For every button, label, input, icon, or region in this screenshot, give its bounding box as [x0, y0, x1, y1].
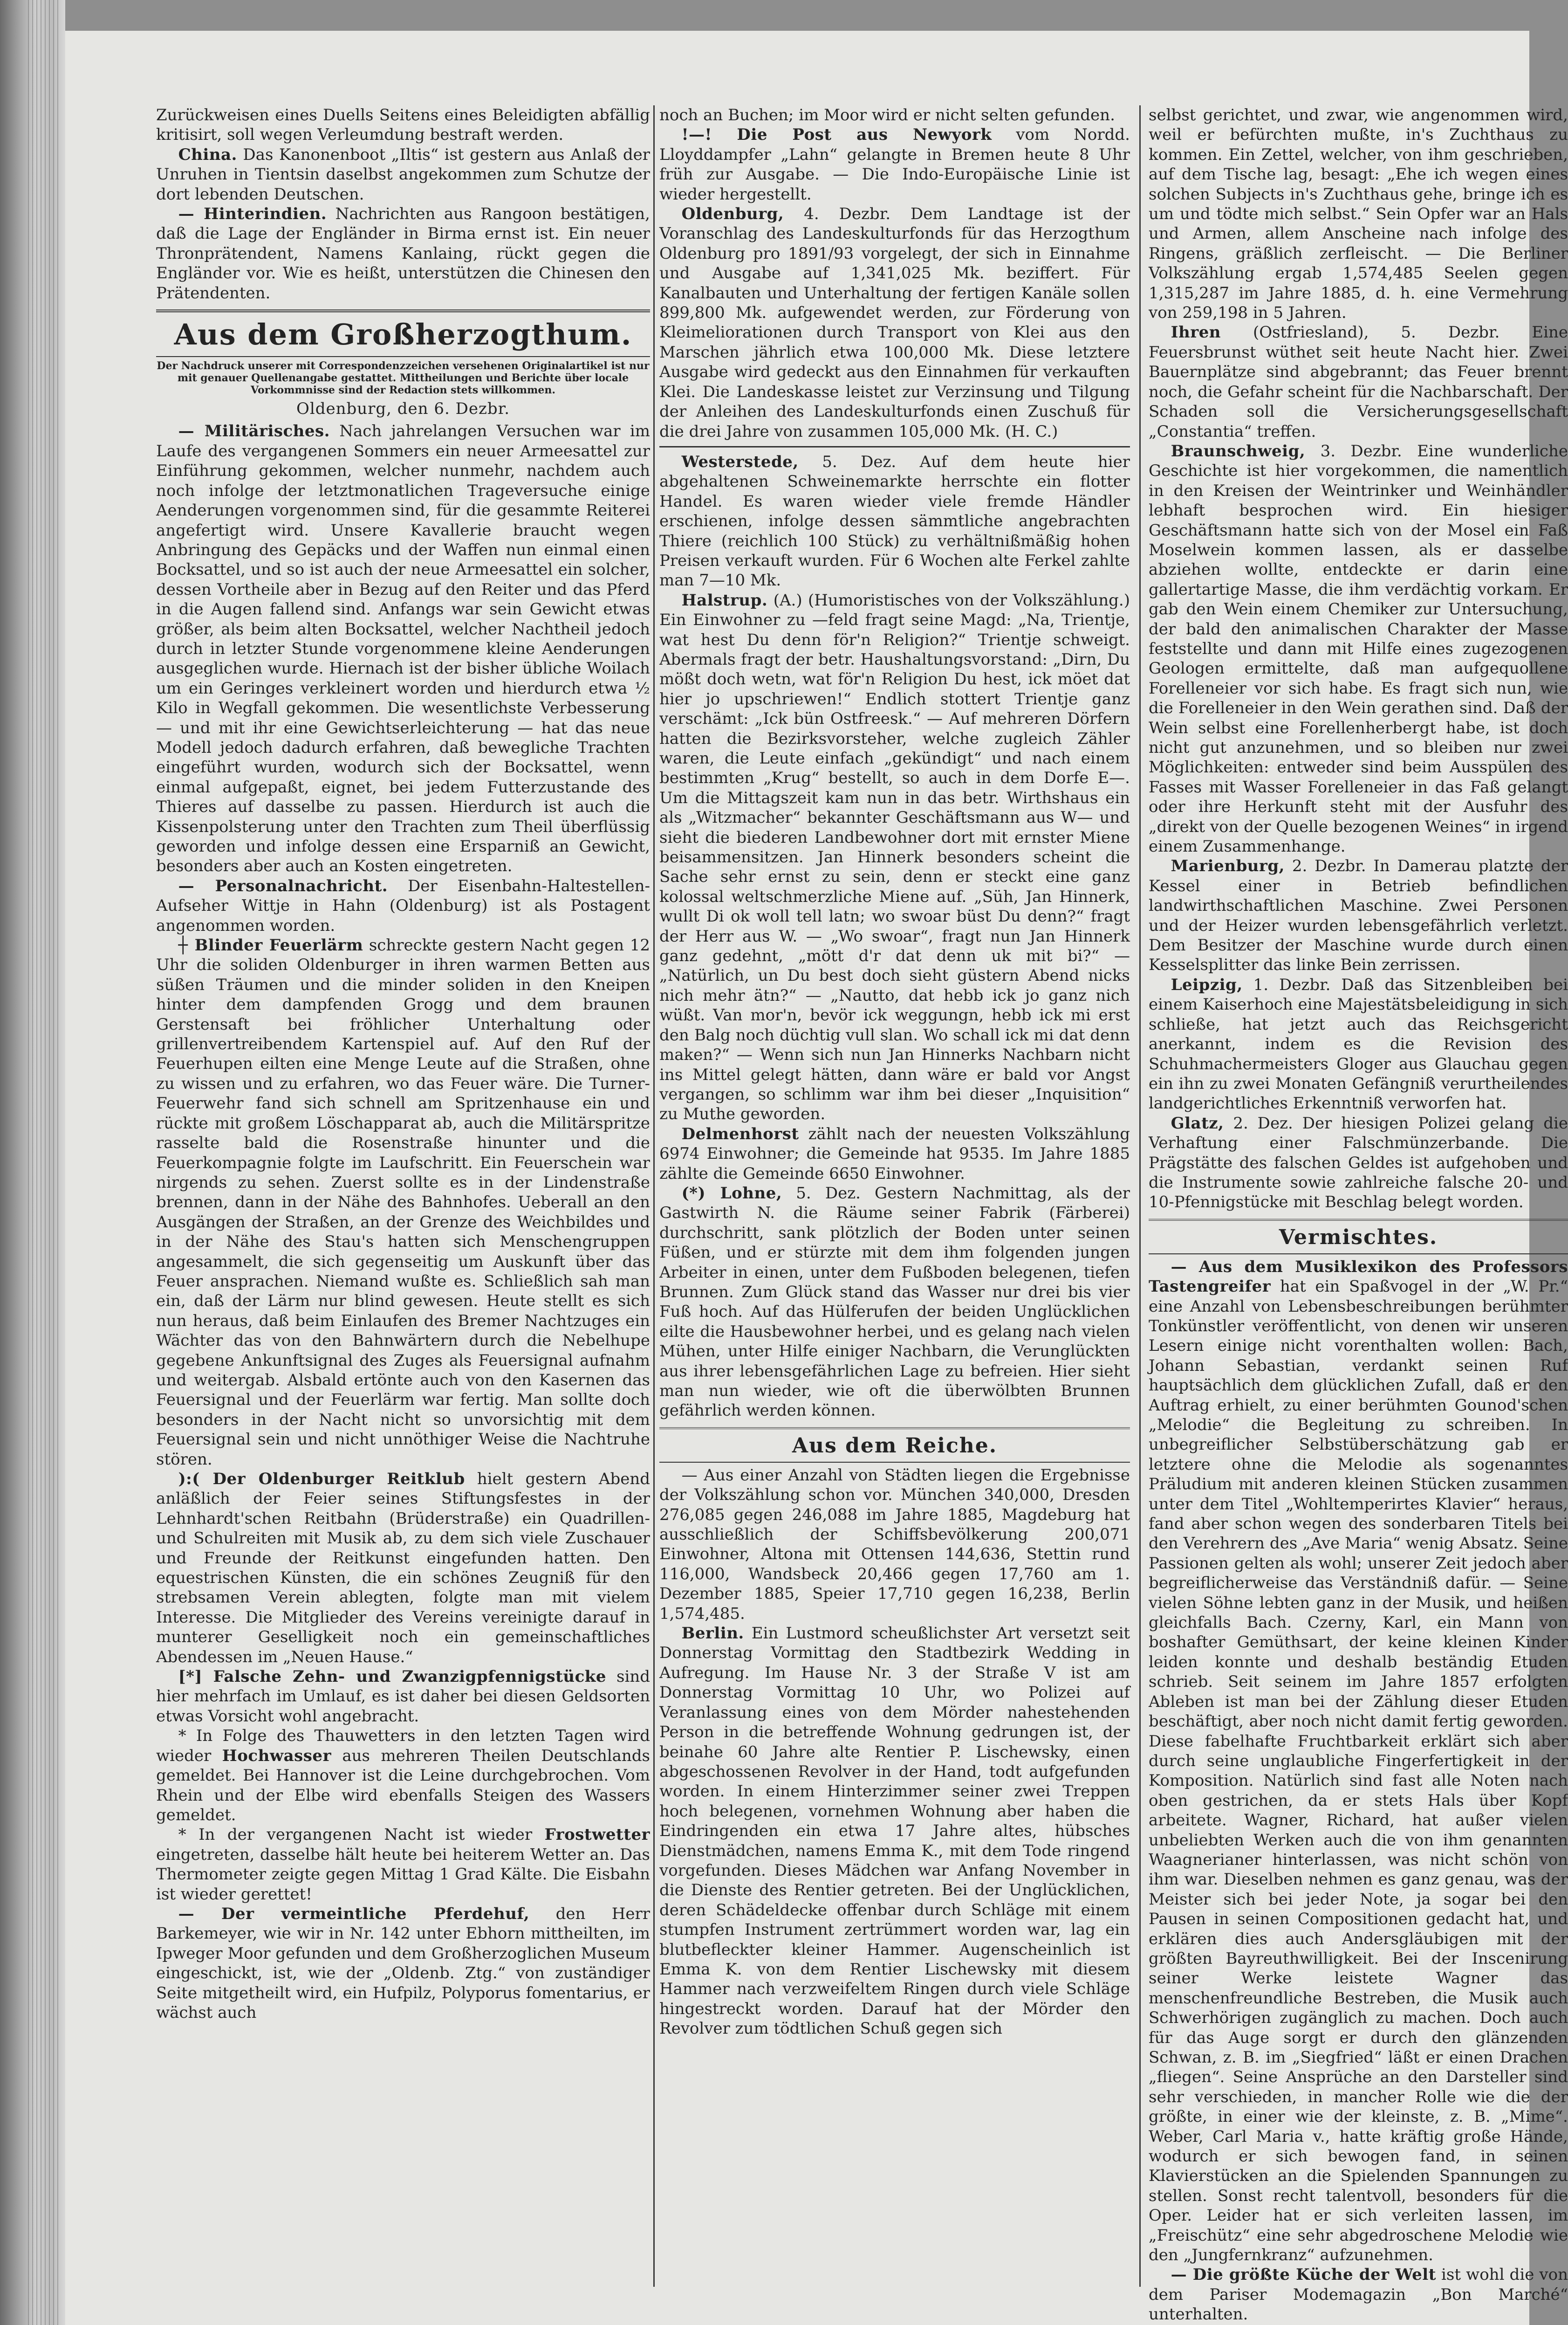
article-body: ist wohl die von dem Pariser Modemagazin „Bon Marché“ unterhalten.	[1149, 2265, 1568, 2324]
headline: Leipzig,	[1171, 975, 1243, 994]
article-falsche-muenzen	[156, 1667, 650, 1726]
dateline: Oldenburg, den 6. Dezbr.	[296, 399, 510, 419]
article-body: eingetreten, dasselbe hält heute bei heiterem Wetter an. Das Thermometer zeigte gegen Mittag 1 Grad Kälte. Die Eisbahn ist wieder gerettet!	[156, 1845, 650, 1904]
headline: — Die größte Küche der Welt	[1171, 2265, 1436, 2284]
article-body: schreckte gestern Nacht gegen 12 Uhr die soliden Oldenburger in ihren warmen Betten aus süßen Träumen und die minder soliden in den Kneipen hinter dem dampfenden Grogg und dem braunen Gerstensaft bei fröhlicher Unterhaltung oder grillenvertreibendem Kartenspiel auf. Auf den Ruf der Feuerhupen eilten eine Menge Leute auf die Straßen, ohne zu wissen und zu erfahren, wo das Feuer wäre. Die Turner-Feuerwehr fand sich schnell am Spritzenhause ein und rückte mit großem Löschapparat ab, auch die Militärspritze rasselte bald die Rosenstraße hinunter und die Feuerkompagnie folgte im Laufschritt. Ein Feuerschein war nirgends zu sehen. Zuerst sollte es in der Lindenstraße brennen, dann in der Nähe des Bahnhofes. Ueberall an den Ausgängen der Straßen, an der Grenze des Weichbildes und in der Nähe des Stau's hatten sich Menschengruppen angesammelt, die sich gegenseitig um Auskunft über das Feuer ansprachen. Niemand wußte es. Schließlich sah man ein, daß der Lärm nur blind gewesen. Heute stellt es sich nun heraus, daß beim Einlaufen des Bremer Nachtzuges ein Wächter das von den Bahnwärtern durch die Nebelhupe gegebene Ankunftsignal des Zuges als Feuersignal aufnahm und weitergab. Alsbald ertönte auch von den Kasernen das Feuersignal und der Feuerlärm war fertig. Man sollte doch besonders in der Nacht nicht so unvorsichtig mit dem Feuersignal sein und nicht unnöthiger Weise die Nachtruhe stören.	[156, 936, 650, 1469]
article-body: (A.) (Humoristisches von der Volkszählung.) Ein Einwohner zu —feld fragt seine Magd: „Na, Trientje, wat hest Du denn för'n Religion?“ Trientje schweigt. Abermals fragt der betr. Haushaltungsvorstand: „Dirn, Du mößt doch wetn, wat för'n Religion Du hest, ick möet dat hier jo upschriewen!“ Endlich stottert Trientje ganz verschämt: „Ick bün Ostfreesk.“ — Auf mehreren Dörfern hatten die Bezirksvorsteher, welche zugleich Zähler waren, die Leute einfach „gekündigt“ und nach einem bestimmten „Krug“ bestellt, so auch in dem Dorfe E—. Um die Mittagszeit kam nun in das betr. Wirthshaus ein als „Witzmacher“ bekannter Geschäftsmann aus W— und sieht die biederen Landbewohner dort mit ernster Miene beisammensitzen. Jan Hinnerk besonders scheint die Sache sehr ernst zu sein, denn er steckt eine ganz kolossal weltschmerzliche Miene auf. „Süh, Jan Hinnerk, wullt Di ok woll tell latn; wo swoar büst Du denn?“ fragt der Herr aus W. — „Wo swoar“, fragt nun Jan Hinnerk ganz gedehnt, „mött d'r dat denn uk mit bi?“ — „Natürlich, un Du best doch sieht güstern Abend nicks nich mehr ätn?“ — „Nautto, dat hebb ick jo ganz nich wüßt. Van mor'n, bevör ick weggungn, hebb ick mi erst den Balg noch düchtig vull slan. Wo schall ick mi dat denn maken?“ — Wenn sich nun Jan Hinnerks Nachbarn nicht ins Mittel gelegt hätten, dann wäre er bald vor Angst vergangen, so schlimm war ihm bei dieser „Inquisition“ zu Muthe geworden.	[659, 591, 1130, 1124]
article-reitklub	[156, 1469, 650, 1667]
article-glatz: Glatz, 2. Dez. Der hiesigen Polizei gelang die Verhaftung einer Falschmünzerbande. Die Prägstätte des falschen Geldes ist aufgehoben und die Instrumente sowie zahlreiche falsche 20- und 10-Pfennigstücke mit Beschlag belegt worden.	[1149, 1114, 1568, 1212]
headline: Hochwasser	[222, 1746, 331, 1765]
headline: — Der vermeintliche Pferdehuf,	[178, 1904, 530, 1923]
article-feuerlaerm	[156, 936, 650, 1469]
column-3	[1149, 105, 1568, 2324]
article-oldenburg: Oldenburg, 4. Dezbr. Dem Landtage ist der Voranschlag des Landeskulturfonds für das Herzogthum Oldenburg pro 1891/93 vorgelegt, der sich in Einnahme und Ausgabe auf 1,341,025 Mk. beziffert. Für Kanalbauten und Unterhaltung der fertigen Kanäle sollen 899,800 Mk. aufgewendet werden, zur Förderung von Kleimeliorationen durch Transport von Klei aus den Marschen jährlich etwa 100,000 Mk. Diese letztere Ausgabe wird gedeckt aus den Einnahmen für verkauften Klei. Die Landeskasse leistet zur Verzinsung und Tilgung der Anleihen des Landeskulturfonds einen Zuschuß für die drei Jahre von zusammen 105,000 Mk. (H. C.)	[659, 205, 1130, 441]
article-body: sind hier mehrfach im Umlauf, es ist daher bei diesen Geldsorten etwas Vorsicht wohl angebracht.	[156, 1667, 650, 1726]
column-rule-2	[1139, 105, 1141, 2287]
article-body: Der hiesigen Polizei gelang die Verhaftung einer Falschmünzerbande. Die Prägstätte des falschen Geldes ist aufgehoben und die Instrumente sowie zahlreiche falsche 20- und 10-Pfennigstücke mit Beschlag belegt worden.	[1149, 1114, 1568, 1212]
article-china	[156, 145, 650, 204]
article-body: (Ostfriesland), 5. Dezbr. Eine Feuersbrunst wüthet seit heute Nacht hier. Zwei Bauernplätze sind abgebrannt; das Feuer brennt noch, die Gefahr scheint für die Nachbarschaft. Der Schaden soll die Versicherungsgesellschaft „Constantia“ treffen.	[1149, 323, 1568, 441]
article-body: vom Nordd. Lloyddampfer „Lahn“ gelangte in Bremen heute 8 Uhr früh zur Ausgabe. — Die Indo-Europäische Linie ist wieder hergestellt.	[659, 125, 1130, 204]
headline: China.	[178, 145, 237, 164]
article-marienburg: Marienburg, 2. Dezbr. In Damerau platzte der Kessel einer in Betrieb befindlichen landwirthschaftlichen Maschine. Zwei Personen und der Heizer wurden lebensgefährlich verletzt. Dem Besitzer der Maschine wurde durch einen Kesselsplitter das linke Bein zerrissen.	[1149, 857, 1568, 975]
article-body: Daß das Sitzenbleiben bei einem Kaiserhoch eine Majestätsbeleidigung in sich schließe, hat jetzt auch das Reichsgericht anerkannt, indem es die Revision des Schuhmachermeisters Gloger aus Glauchau gegen ein ihn zu zwei Monaten Gefängniß verurtheilendes landgerichtliches Erkenntniß verworfen hat.	[1149, 975, 1568, 1113]
headline: ┼ Blinder Feuerlärm	[178, 936, 363, 955]
headline: Delmenhorst	[681, 1124, 799, 1143]
column-2	[659, 105, 1130, 2287]
headline: [*] Falsche Zehn- und Zwanzigpfennigstücke	[178, 1667, 606, 1686]
headline: Berlin.	[681, 1624, 744, 1643]
article-delmenhorst	[659, 1124, 1130, 1183]
headline: — Aus dem Musiklexikon des Professors Tastengreifer	[1149, 1257, 1568, 1296]
headline: Ihren	[1171, 323, 1221, 342]
headline: Halstrup.	[681, 591, 768, 610]
headline: — Personalnachricht.	[178, 876, 388, 895]
article-ihren	[1149, 323, 1568, 441]
article-body: Gestern Nachmittag, als der Gastwirth N. die Räume seiner Fabrik (Färberei) durchschritt, sank plötzlich der Boden unter seinen Füßen, und er stürzte mit dem ihm folgenden jungen Arbeiter in einen, unter dem Fußboden belegenen, tiefen Brunnen. Zum Glück stand das Wasser nur drei bis vier Fuß hoch. Auf das Hülferufen der beiden Unglücklichen eilte die Hausbewohner herbei, und es gelang nach vielen Mühen, unter Hilfe einiger Nachbarn, die Verunglückten aus ihrer lebensgefährlichen Lage zu befreien. Hier sieht man nun wieder, wie oft die überwölbten Brunnen gefährlich werden können.	[659, 1183, 1130, 1420]
continued-text: selbst gerichtet, und zwar, wie angenommen wird, weil er befürchten mußte, in's Zuchthaus zu kommen. Ein Zettel, welcher, von ihm geschrieben, auf dem Tische lag, besagt: „Ehe ich wegen eines solchen Subjects in's Zuchthaus gehe, bringe ich es um und tödte mich selbst.“ Sein Opfer war an Hals und Armen, allem Anscheine nach infolge des Ringens, gräßlich zerfleischt. — Die Berliner Volkszählung ergab 1,574,485 Seelen gegen 1,315,287 im Jahre 1885, d. h. eine Vermehrung von 259,198 in 5 Jahren.	[1149, 106, 1568, 323]
article-body: zählt nach der neuesten Volkszählung 6974 Einwohner; die Gemeinde hat 9535. Im Jahre 1885 zählte die Gemeinde 6650 Einwohner.	[659, 1124, 1130, 1183]
binding-edge	[28, 0, 61, 2325]
article-body: Eine wunderliche Geschichte ist hier vorgekommen, die namentlich in den Kreisen der Weintrinker und Weinhändler lebhaft besprochen wird. Ein hiesiger Geschäftsmann hatte sich von der Mosel ein Faß Moselwein kommen lassen, als er dasselbe abziehen wollte, entdeckte er darin eine gallertartige Masse, die ihm verdächtig vorkam. Er gab den Wein einem Chemiker zur Untersuchung, der bald den animalischen Charakter der Masse feststellte und dann mit Hilfe eines zugezogenen Geologen ermittelte, daß man aufgequollene Forelleneier vor sich habe. Es fragt sich nun, wie die Forelleneier in den Wein gerathen sind. Daß der Wein selbst eine Forellenherbergt habe, ist doch nicht gut anzunehmen, und so bleiben nur zwei Möglichkeiten: entweder sind beim Ausspülen des Fasses mit Wasser Forelleneier in das Faß gelangt oder ihre Herkunft steht mit der Ausfuhr des „direkt von der Quelle bezogenen Weines“ in irgend einem Zusammenhange.	[1149, 441, 1568, 856]
headline: !—! Die Post aus Newyork	[681, 125, 992, 144]
book-binding	[0, 0, 65, 2325]
article-body: Nach jahrelangen Versuchen war im Laufe des vergangenen Sommers ein neuer Armeesattel zur Einführung gekommen, welcher nunmehr, nachdem auch noch infolge der letztmonatlichen Trageversuche einige Aenderungen vorgenommen sind, für die gesammte Reiterei angefertigt wird. Unsere Kavallerie braucht wegen Anbringung des Gepäcks und der Waffen nun einmal einen Bocksattel, und so ist auch der neue Armeesattel ein solcher, dessen Vortheile aber in Bezug auf den Reiter und das Pferd in die Augen fallend sind. Anfangs war sein Gewicht etwas größer, als beim alten Bocksattel, welcher Nachtheil jedoch durch in letzter Stunde vorgenommene kleine Aenderungen ausgeglichen wurde. Hiernach ist der bisher übliche Woilach um ein Geringes verkleinert worden und hierdurch etwa ½ Kilo in Wegfall gekommen. Die wesentlichste Verbesserung — und mit ihr eine Gewichtserleichterung — hat das neue Modell jedoch dadurch erfahren, daß bewegliche Trachten eingeführt wurden, wodurch sich der Bocksattel, wenn einmal aufgepaßt, eignet, bei jedem Futterzustande des Thieres auf dasselbe zu passen. Hierdurch ist auch die Kissenpolsterung unter den Trachten zum Theil überflüssig geworden und infolge dessen eine Ersparniß an Gewicht, besonders aber auch an Kosten eingetreten.	[156, 422, 650, 876]
headline: (*) Lohne,	[681, 1183, 782, 1203]
article-body: Auf dem heute hier abgehaltenen Schweinemarkte herrschte ein flotter Handel. Es waren wieder viele fremde Händler erschienen, infolge dessen sämmtliche angebrachten Thiere (reichlich 100 Stück) zu verhältnißmäßig hohen Preisen verkauft wurden. Für 6 Wochen alte Ferkel zahlte man 7—10 Mk.	[659, 452, 1130, 590]
headline: Frostwetter	[544, 1825, 650, 1844]
headline: ):( Der Oldenburger Reitklub	[178, 1470, 465, 1488]
column-rule-1	[653, 105, 655, 2287]
article-body: aus mehreren Theilen Deutschlands gemeldet. Bei Hannover ist die Leine durchgebrochen. Vom Rhein und der Elbe wird ebenfalls Steigen des Wassers gemeldet.	[156, 1746, 650, 1824]
article-militaerisches	[156, 421, 650, 876]
article-body: den Herr Barkemeyer, wie wir in Nr. 142 unter Ebhorn mittheilten, im Ipweger Moor gefunden und dem Großherzoglichen Museum eingeschickt, ist, wie der „Oldenb. Ztg.“ von zuständiger Seite mitgetheilt wird, ein Hufpilz, Polyporus fomentarius, er wächst auch	[156, 1904, 650, 2022]
article-body: Ein Lustmord scheußlichster Art versetzt seit Donnerstag Vormittag den Stadtbezirk Wedding in Aufregung. Im Hause Nr. 3 der Straße V ist am Donnerstag Vormittag 10 Uhr, wo Polizei auf Veranlassung eines von dem Mörder nahestehenden Person in die betreffende Wohnung gedrungen ist, der beinahe 60 Jahre alte Rentier P. Lischewsky, einen abgeschossenen Revolver in der Hand, todt aufgefunden worden. In einem Hinterzimmer seiner zwei Treppen hoch belegenen, vornehmen Wohnung aber haben die Eindringenden ein etwa 17 Jahre altes, hübsches Dienstmädchen, namens Emma K., mit dem Tode ringend vorgefunden. Dieses Mädchen war Anfang November in die Dienste des Rentier getreten. Bei der Unglücklichen, deren Schädeldecke offenbar durch Schläge mit einem stumpfen Instrument zertrümmert worden war, lag ein blutbefleckter kleiner Hammer. Augenscheinlich ist Emma K. von dem Rentier Lischewsky mit diesem Hammer nach verzweifeltem Ringen durch viele Schläge hingestreckt worden. Darauf hat der Mörder den Revolver zum tödtlichen Schuß gegen sich	[659, 1624, 1130, 2038]
article-westerstede: Westerstede, 5. Dez. Auf dem heute hier abgehaltenen Schweinemarkte herrschte ein flotter Handel. Es waren wieder viele fremde Händler erschienen, infolge dessen sämmtliche angebrachten Thiere (reichlich 100 Stück) zu verhältnißmäßig hohen Preisen verkauft wurden. Für 6 Wochen alte Ferkel zahlte man 7—10 Mk.	[659, 452, 1130, 590]
reprint-notice: Der Nachdruck unserer mit Correspondenzzeichen versehenen Originalartikel ist nur mit genauer Quellenangabe gestattet. Mittheilungen und Berichte über locale Vorkommnisse sind der Redaction stets willkommen.	[157, 360, 650, 397]
article-berlin	[659, 1623, 1130, 2039]
article-braunschweig: Braunschweig, 3. Dezbr. Eine wunderliche Geschichte ist hier vorgekommen, die namentlich in den Kreisen der Weintrinker und Weinhändler lebhaft besprochen wird. Ein hiesiger Geschäftsmann hatte sich von der Mosel ein Faß Moselwein kommen lassen, als er dasselbe abziehen wollte, entdeckte er darin eine gallertartige Masse, die ihm verdächtig vorkam. Er gab den Wein einem Chemiker zur Untersuchung, der bald den animalischen Charakter der Masse feststellte und dann mit Hilfe eines zugezogenen Geologen ermittelte, daß man aufgequollene Forelleneier vor sich habe. Es fragt sich nun, wie die Forelleneier in den Wein gerathen sind. Daß der Wein selbst eine Forellenherbergt habe, ist doch nicht gut anzunehmen, und so bleiben nur zwei Möglichkeiten: entweder sind beim Ausspülen des Fasses mit Wasser Forelleneier in das Faß gelangt oder ihre Herkunft steht mit der Ausfuhr des „direkt von der Quelle bezogenen Weines“ in irgend einem Zusammenhange.	[1149, 441, 1568, 856]
headline: — Hinterindien.	[178, 205, 327, 224]
headline: Westerstede,	[681, 452, 799, 471]
headline: — Militärisches.	[178, 422, 330, 441]
article-lohne: (*) Lohne, 5. Dez. Gestern Nachmittag, als der Gastwirth N. die Räume seiner Fabrik (Färberei) durchschritt, sank plötzlich der Boden unter seinen Füßen, und er stürzte mit dem ihm folgenden jungen Arbeiter in einen, unter dem Fußboden belegenen, tiefen Brunnen. Zum Glück stand das Wasser nur drei bis vier Fuß hoch. Auf das Hülferufen der beiden Unglücklichen eilte die Hausbewohner herbei, und es gelang nach vielen Mühen, unter Hilfe einiger Nachbarn, die Verunglückten aus ihrer lebensgefährlichen Lage zu befreien. Hier sieht man nun wieder, wie oft die überwölbten Brunnen gefährlich werden können.	[659, 1183, 1130, 1420]
section-title-reiche: Aus dem Reiche.	[659, 1427, 1130, 1463]
headline: Oldenburg,	[681, 205, 784, 224]
article-body: hat ein Spaßvogel in der „W. Pr.“ eine Anzahl von Lebensbeschreibungen berühmter Tonkünstler veröffentlicht, von denen wir unseren Lesern einige nicht vorenthalten wollen: Bach, Johann Sebastian, verdankt seinen Ruf hauptsächlich dem glücklichen Zufall, daß er den Auftrag erhielt, zu einer berühmten Gounod'schen „Melodie“ die Begleitung zu schreiben. In unbegreiflicher Selbstüberschätzung gab er letztere ohne die Melodie als sogenanntes Präludium mit anderen kleinen Stücken zusammen unter dem Titel „Wohltemperirtes Klavier“ heraus, fand aber schon wegen des sonderbaren Titels bei den Verehrern des „Ave Maria“ wenig Absatz. Seine Passionen gelten als wohl; unserer Zeit jedoch aber begreiflicherweise das Verständniß dafür. — Seine vielen Söhne lebten ganz in der Musik, und heißen gleichfalls Bach. Czerny, Karl, ein Mann von boshafter Gemüthsart, der keine kleinen Kinder leiden konnte und deshalb beständig Etuden schrieb. Seit seinem im Jahre 1857 erfolgten Ableben ist man bei der Zählung dieser Etuden beschäftigt, aber noch nicht damit fertig geworden. Diese fabelhafte Fruchtbarkeit erklärt sich aber durch seine unglaubliche Fingerfertigkeit in der Komposition. Natürlich sind fast alle Noten nach oben gestrichen, da er stets Hals über Kopf arbeitete. Wagner, Richard, hat außer vielen unbeliebten Werken auch die von ihm genannten Waagnerianer hinterlassen, was nicht schön von ihm war. Dieselben nehmen es ganz genau, was der Meister sich bei jeder Note, ja sogar bei den Pausen in seinen Compositionen gedacht hat, und erklären dies auch Andersgläubigen mit der größten Bayreuthwilligkeit. Bei der Inscenirung seiner Werke leistete Wagner das menschenfreundliche Bestreben, die Musik auch Schwerhörigen zugänglich zu machen. Doch auch für das Auge sorgt er durch den glänzenden Schwan, z. B. im „Siegfried“ läßt er einen Drachen „fliegen“. Seine Ansprüche an den Darsteller sind sehr verschieden, in mancher Rolle wie die der größte, in einer wie der kleinste, z. B. „Mime“. Weber, Carl Maria v., hatte kräftig große Hände, wodurch er sich bewogen fand, in seinen Klavierstücken an die Spielenden Spannungen zu stellen. Sonst recht talentvoll, besonders für die Oper. Leider hat er sich verleiten lassen, im „Freischütz“ eine sehr abgedroschene Melodie wie den „Jungfernkranz“ aufzunehmen.	[1149, 1277, 1568, 2265]
article-body: hielt gestern Abend anläßlich der Feier seines Stiftungsfestes in der Lehnhardt'schen Reitbahn (Brüderstraße) ein Quadrillen- und Schulreiten mit Musik ab, zu dem sich viele Zuschauer und Freunde der Reitkunst eingefunden hatten. Den equestrischen Künsten, die ein schönes Zeugniß für den strebsamen Verein ablegten, folgte man mit vielem Interesse. Die Mitglieder des Vereins vereinigte darauf in munterer Geselligkeit noch ein gemeinschaftliches Abendessen im „Neuen Hause.“	[156, 1470, 650, 1666]
section-title-grossherzogthum: Aus dem Großherzogthum.	[156, 310, 650, 357]
continued-text: Zurückweisen eines Duells Seitens eines Beleidigten abfällig kritisirt, soll wegen Verleumdung bestraft werden.	[156, 106, 650, 144]
article-body: Dem Landtage ist der Voranschlag des Landeskulturfonds für das Herzogthum Oldenburg pro 1891/93 vorgelegt, der sich in Einnahme und Ausgabe auf 1,341,025 Mk. beziffert. Für Kanalbauten und Unterhaltung der fertigen Kanäle sollen 899,800 Mk. aufgewendet werden, zur Förderung von Kleimeliorationen durch Transport von Klei aus den Marschen jährlich etwa 100,000 Mk. Diese letztere Ausgabe wird gedeckt aus den Einnahmen für verkauften Klei. Die Landeskasse leistet zur Verzinsung und Tilgung der Anleihen des Landeskulturfonds einen Zuschuß für die drei Jahre von zusammen 105,000 Mk. (H. C.)	[659, 205, 1130, 441]
newspaper-page	[65, 31, 1568, 2325]
article-pferdehuf	[156, 1904, 650, 2022]
article-hochwasser: * In Folge des Thauwetters in den letzten Tagen wird wieder Hochwasser aus mehreren Theilen Deutschlands gemeldet. Bei Hannover ist die Leine durchgebrochen. Vom Rhein und der Elbe wird ebenfalls Steigen des Wassers gemeldet.	[156, 1727, 650, 1824]
headline: Braunschweig,	[1171, 441, 1306, 461]
headline: Glatz,	[1171, 1114, 1224, 1133]
continued-text: noch an Buchen; im Moor wird er nicht selten gefunden.	[659, 106, 1115, 124]
article-body: Nachrichten aus Rangoon bestätigen, daß die Lage der Engländer in Birma ernst ist. Ein neuer Thronprätendent, Namens Kanlaing, rückt gegen die Engländer vor. Wie es heißt, unterstützen die Chinesen den Prätendenten.	[156, 205, 650, 303]
divider	[659, 446, 1130, 447]
article-halstrup	[659, 591, 1130, 1124]
article-kueche	[1149, 2265, 1568, 2324]
article-hinterindien	[156, 204, 650, 303]
article-volkszaehlung: — Aus einer Anzahl von Städten liegen die Ergebnisse der Volkszählung schon vor. München 340,000, Dresden 276,085 gegen 246,088 im Jahre 1885, Magdeburg hat ausschließlich der Schiffsbevölkerung 200,071 Einwohner, Altona mit Ottensen 144,636, Stettin rund 116,000, Wandsbeck 20,466 gegen 17,760 am 1. Dezember 1885, Speier 17,710 gegen 16,238, Berlin 1,574,485.	[659, 1465, 1130, 1623]
headline: Marienburg,	[1171, 857, 1285, 876]
article-body: In Damerau platzte der Kessel einer in Betrieb befindlichen landwirthschaftlichen Maschine. Zwei Personen und der Heizer wurden lebensgefährlich verletzt. Dem Besitzer der Maschine wurde durch einen Kesselsplitter das linke Bein zerrissen.	[1149, 857, 1568, 975]
article-body: Das Kanonenboot „Iltis“ ist gestern aus Anlaß der Unruhen in Tientsin daselbst angekommen zum Schutze der dort lebenden Deutschen.	[156, 145, 650, 204]
article-leipzig: Leipzig, 1. Dezbr. Daß das Sitzenbleiben bei einem Kaiserhoch eine Majestätsbeleidigung in sich schließe, hat jetzt auch das Reichsgericht anerkannt, indem es die Revision des Schuhmachermeisters Gloger aus Glauchau gegen ein ihn zu zwei Monaten Gefängniß verurtheilendes landgerichtliches Erkenntniß verworfen hat.	[1149, 975, 1568, 1113]
article-body: Der Eisenbahn-Haltestellen-Aufseher Wittje in Hahn (Oldenburg) ist als Postagent angenommen worden.	[156, 876, 650, 935]
column-1	[156, 105, 650, 2287]
article-personalnachricht	[156, 876, 650, 936]
article-post-newyork	[659, 125, 1130, 204]
article-frostwetter: * In der vergangenen Nacht ist wieder Frostwetter eingetreten, dasselbe hält heute bei heiterem Wetter an. Das Thermometer zeigte gegen Mittag 1 Grad Kälte. Die Eisbahn ist wieder gerettet!	[156, 1825, 650, 1904]
section-title-vermischtes: Vermischtes.	[1149, 1219, 1568, 1254]
article-musiklexikon	[1149, 1257, 1568, 2265]
